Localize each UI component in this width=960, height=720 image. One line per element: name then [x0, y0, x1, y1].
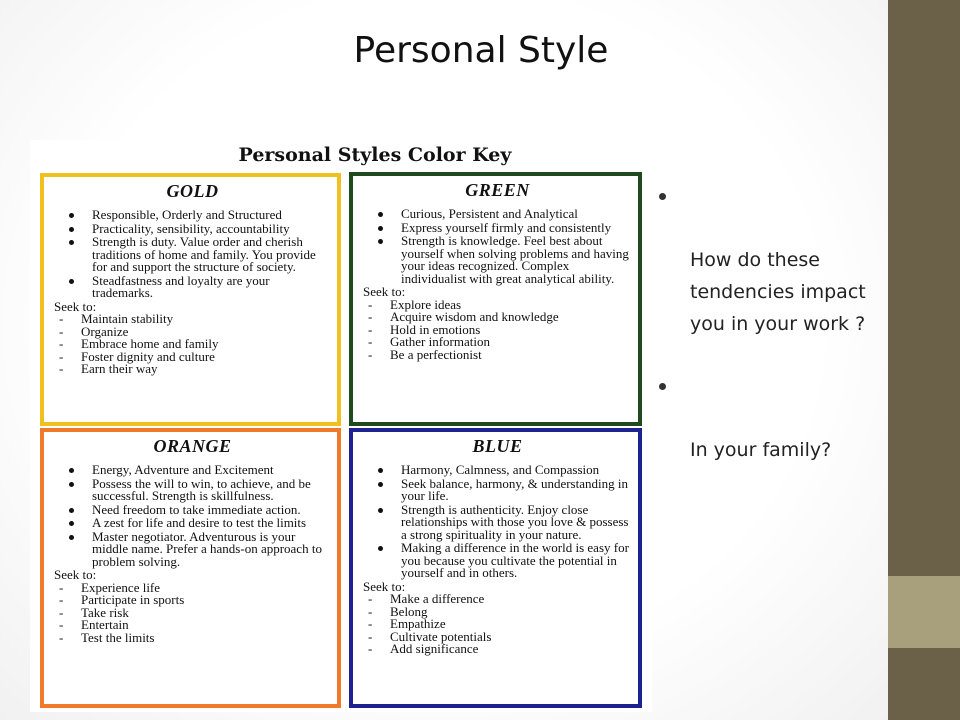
- seek-item: - Organize: [54, 326, 331, 339]
- orange-box: [40, 428, 341, 708]
- blue-traits-list: [363, 464, 632, 580]
- side-bar-accent: [888, 576, 960, 648]
- seek-item: - Participate in sports: [54, 594, 331, 607]
- seek-item: - Foster dignity and culture: [54, 351, 331, 364]
- trait-item: Curious, Persistent and Analytical: [363, 208, 632, 221]
- blue-box: [349, 428, 642, 708]
- seek-item: - Earn their way: [54, 363, 331, 376]
- seek-item: - Cultivate potentials: [363, 631, 632, 644]
- seek-label: Seek to:: [363, 284, 406, 299]
- seek-item: - Be a perfectionist: [363, 349, 632, 362]
- slide-title: Personal Style: [353, 30, 609, 71]
- orange-traits-list: [54, 464, 331, 568]
- green-traits-list: [363, 208, 632, 285]
- color-key-title: Personal Styles Color Key: [238, 144, 512, 166]
- trait-item: Responsible, Orderly and Structured: [54, 209, 331, 222]
- seek-item: - Add significance: [363, 643, 632, 656]
- seek-item: - Take risk: [54, 607, 331, 620]
- seek-item: - Maintain stability: [54, 313, 331, 326]
- seek-item: - Experience life: [54, 582, 331, 595]
- trait-item: Practicality, sensibility, accountability: [54, 223, 331, 236]
- gold-box-heading: GOLD: [166, 181, 219, 201]
- trait-item: Possess the will to win, to achieve, and be successful. Strength is skillfulness.: [54, 478, 331, 503]
- trait-item: Making a difference in the world is easy for you because you cultivate the potential in yourself and in others.: [363, 542, 632, 580]
- orange-box-heading: ORANGE: [153, 436, 232, 456]
- seek-item: - Acquire wisdom and knowledge: [363, 311, 632, 324]
- seek-item: - Test the limits: [54, 632, 331, 645]
- green-box: [349, 172, 642, 426]
- blue-box-heading: BLUE: [472, 436, 523, 456]
- seek-label: Seek to:: [54, 298, 97, 314]
- seek-label: Seek to:: [363, 578, 406, 594]
- seek-item: - Empathize: [363, 618, 632, 631]
- trait-item: Seek balance, harmony, & understanding in your life.: [363, 478, 632, 503]
- trait-item: Master negotiator. Adventurous is your middle name. Prefer a hands-on approach to problem solving.: [54, 531, 331, 569]
- seek-item: - Belong: [363, 606, 632, 619]
- gold-seeks-list: [54, 313, 331, 376]
- trait-item: Energy, Adventure and Excitement: [54, 464, 331, 477]
- bullet-item: [656, 180, 888, 340]
- discussion-bullets: [656, 180, 888, 496]
- gold-traits-list: [54, 209, 331, 300]
- gold-box: [40, 173, 341, 426]
- trait-item: Express yourself firmly and consistently: [363, 222, 632, 235]
- seek-item: - Make a difference: [363, 593, 632, 606]
- trait-item: Steadfastness and loyalty are your trademarks.: [54, 275, 331, 300]
- side-bar-bottom: [888, 648, 960, 720]
- blue-seeks-list: [363, 593, 632, 656]
- green-seeks-list: [363, 296, 632, 362]
- trait-item: Strength is knowledge. Feel best about yourself when solving problems and having your ideas recognized. Complex individualist with great analytical ability.: [363, 235, 632, 285]
- trait-item: Strength is authenticity. Enjoy close relationships with those you love & possess a strong spirituality in your nature.: [363, 504, 632, 542]
- seek-item: - Explore ideas: [363, 299, 632, 312]
- seek-label: Seek to:: [54, 567, 97, 582]
- trait-item: Need freedom to take immediate action.: [54, 504, 331, 517]
- trait-item: Strength is duty. Value order and cherish traditions of home and family. You provide for and support the structure of society.: [54, 236, 331, 274]
- orange-seeks-list: [54, 579, 331, 645]
- green-box-heading: GREEN: [465, 180, 530, 200]
- bullet-text: How do these tendencies impact you in your work ?: [690, 249, 866, 335]
- bullet-dot-icon: [659, 193, 666, 200]
- seek-item: - Hold in emotions: [363, 324, 632, 337]
- bullet-dot-icon: [659, 383, 666, 390]
- trait-item: A zest for life and desire to test the limits: [54, 517, 331, 530]
- decorative-side-bar: [888, 0, 960, 720]
- seek-item: - Entertain: [54, 619, 331, 632]
- bullet-item: [656, 370, 888, 466]
- color-key-image: [30, 140, 652, 712]
- seek-item: - Embrace home and family: [54, 338, 331, 351]
- bullet-text: In your family?: [690, 439, 832, 461]
- trait-item: Harmony, Calmness, and Compassion: [363, 464, 632, 477]
- side-bar-top: [888, 0, 960, 576]
- seek-item: - Gather information: [363, 336, 632, 349]
